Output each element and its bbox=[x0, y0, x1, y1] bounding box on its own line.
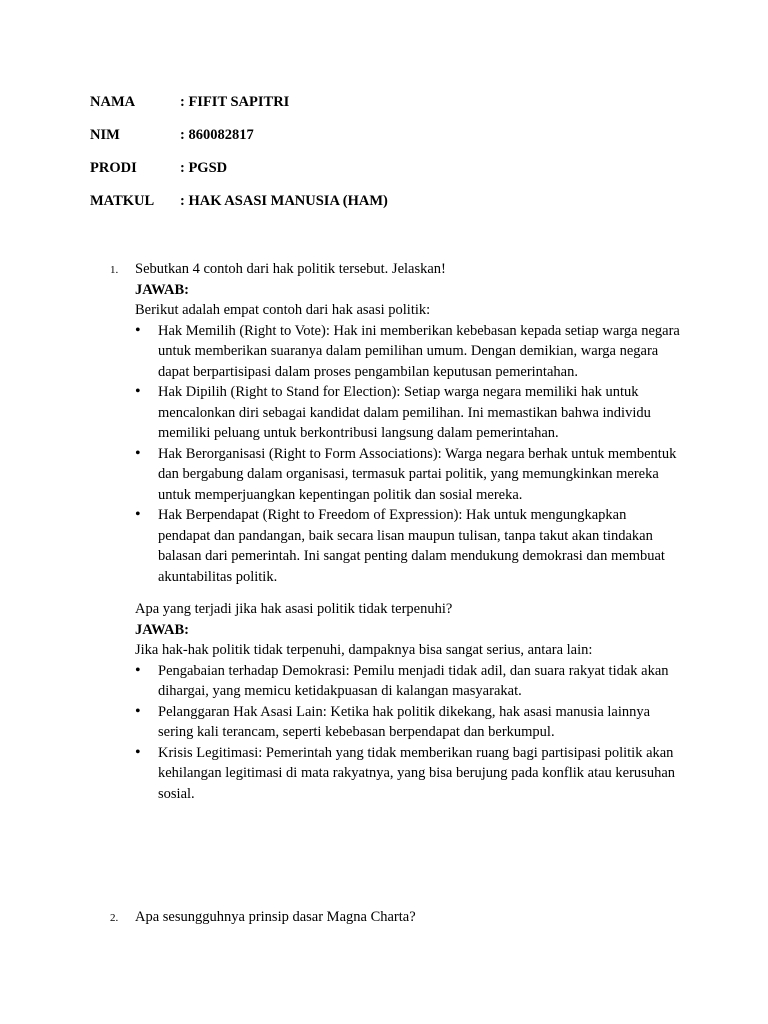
question-number: 2. bbox=[110, 912, 119, 924]
list-item-text: Hak Dipilih (Right to Stand for Election): Setiap warga negara memiliki hak untuk mencalonkan diri sebagai kandidat dalam pemilihan. Ini memastikan bahwa individu memiliki peluang untuk berkontribusi langsung dalam pemerintahan. bbox=[158, 384, 651, 441]
identity-value: : PGSD bbox=[180, 160, 228, 176]
list-item bbox=[135, 321, 680, 383]
list-item bbox=[135, 382, 680, 444]
list-item bbox=[135, 702, 680, 743]
bullet-icon: • bbox=[135, 383, 141, 400]
answer-label: JAWAB: bbox=[135, 281, 189, 298]
identity-value: : 860082817 bbox=[180, 127, 254, 143]
list-item-text: Pengabaian terhadap Demokrasi: Pemilu menjadi tidak adil, dan suara rakyat tidak akan dihargai, yang memicu ketidakpuasan di kalangan masyarakat. bbox=[158, 662, 669, 699]
bullet-icon: • bbox=[135, 743, 141, 761]
question-number: 1. bbox=[110, 264, 119, 276]
question-text: Apa yang terjadi jika hak asasi politik tidak terpenuhi? bbox=[135, 601, 453, 617]
answer-intro: Berikut adalah empat contoh dari hak asasi politik: bbox=[135, 302, 431, 318]
list-item bbox=[135, 743, 680, 805]
list-item-text: Hak Berorganisasi (Right to Form Associations): Warga negara berhak untuk membentuk dan bergabung dalam organisasi, termasuk partai politik, yang memungkinkan mereka untuk memperjuangkan kepentingan politik dan sosial mereka. bbox=[158, 445, 677, 503]
list-item-text: Hak Memilih (Right to Vote): Hak ini memberikan kebebasan kepada setiap warga negara untuk memberikan suaranya dalam pemilihan umum. Dengan demikian, warga negara dapat berpartisipasi dalam proses pengambilan keputusan pemerintahan. bbox=[158, 322, 680, 380]
identity-label: NIM bbox=[90, 127, 120, 143]
identity-value: : HAK ASASI MANUSIA (HAM) bbox=[180, 193, 388, 209]
question-text: Sebutkan 4 contoh dari hak politik tersebut. Jelaskan! bbox=[135, 261, 446, 277]
bullet-icon: • bbox=[135, 702, 141, 720]
question-1-body bbox=[135, 259, 680, 804]
identity-row-prodi bbox=[90, 158, 690, 191]
identity-label: MATKUL bbox=[90, 193, 155, 209]
bullet-icon: • bbox=[135, 321, 141, 339]
list-item-text: Krisis Legitimasi: Pemerintah yang tidak memberikan ruang bagi partisipasi politik akan kehilangan legitimasi di mata rakyatnya, yang bisa berujung pada konflik atau kerusuhan sosial. bbox=[158, 744, 676, 802]
answer-bullet-list bbox=[135, 661, 680, 805]
bullet-icon: • bbox=[135, 661, 141, 679]
identity-value: : FIFIT SAPITRI bbox=[180, 94, 290, 110]
list-item-text: Hak Berpendapat (Right to Freedom of Expression): Hak untuk mengungkapkan pendapat dan pandangan, baik secara lisan maupun tulisan, tanpa takut akan tindakan balasan dari pemerintah. Ini sangat penting dalam mendukung demokrasi dan membuat akuntabilitas politik. bbox=[158, 507, 665, 585]
answer-intro: Jika hak-hak politik tidak terpenuhi, dampaknya bisa sangat serius, antara lain: bbox=[135, 642, 593, 658]
identity-label: PRODI bbox=[90, 160, 137, 176]
question-2-body bbox=[135, 907, 680, 928]
identity-label: NAMA bbox=[90, 94, 136, 110]
list-item bbox=[135, 661, 680, 702]
identity-row-name bbox=[90, 92, 690, 125]
bullet-icon: • bbox=[135, 506, 141, 523]
answer-label: JAWAB: bbox=[135, 621, 189, 638]
identity-row-matkul bbox=[90, 191, 690, 224]
list-item bbox=[135, 444, 680, 506]
answer-bullet-list bbox=[135, 321, 680, 588]
list-item-text: Pelanggaran Hak Asasi Lain: Ketika hak politik dikekang, hak asasi manusia lainnya sering kali terancam, seperti kebebasan berpendapat dan berkumpul. bbox=[158, 703, 651, 740]
list-item bbox=[135, 505, 680, 587]
identity-block bbox=[90, 92, 690, 224]
identity-row-nim bbox=[90, 125, 690, 158]
bullet-icon: • bbox=[135, 444, 141, 462]
question-text: Apa sesungguhnya prinsip dasar Magna Charta? bbox=[135, 909, 416, 925]
